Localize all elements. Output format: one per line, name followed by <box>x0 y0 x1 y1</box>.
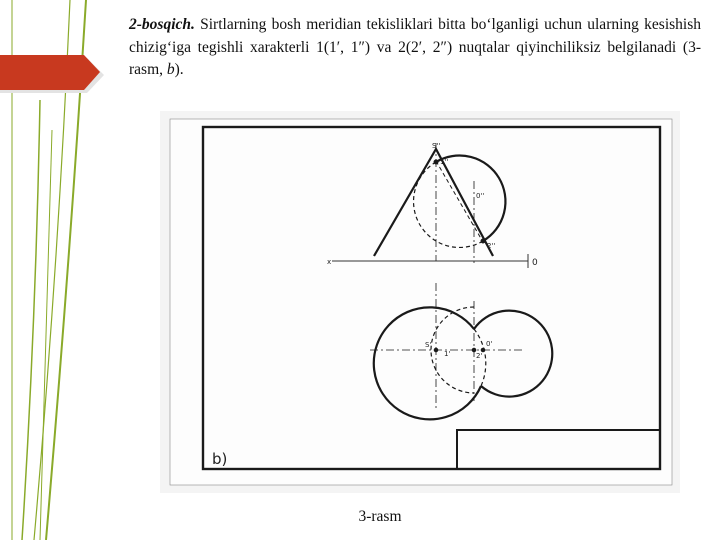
point-1-front <box>434 160 438 164</box>
label-s-front: S'' <box>432 142 441 150</box>
decor-arrow <box>0 55 104 93</box>
label-axis-x: x <box>327 258 332 266</box>
label-1-top: 1' <box>444 350 451 358</box>
point-2-front <box>481 239 485 243</box>
body-text-part1: Sirtlarning bosh meridian tekisliklari bitta bo‘lganligi uchun ularning kesishish chizig‘iga tegishli xarakterli 1(1′, 1″) va 2(2′, 2″) nuqtalar qiyinchiliksiz belgilanadi (3-rasm, <box>129 16 701 78</box>
label-o-front: 0'' <box>476 192 485 200</box>
label-s-top: S' <box>425 341 432 349</box>
label-1-front: 1'' <box>440 158 449 166</box>
label-2-front: 2'' <box>487 242 496 250</box>
body-paragraph <box>129 14 701 82</box>
label-o-top: 0' <box>486 340 493 348</box>
figure-caption: 3-rasm <box>358 508 402 525</box>
label-axis-o: 0 <box>532 258 538 268</box>
point-1-top <box>434 348 438 352</box>
panel-label: b) <box>212 450 228 468</box>
label-2-top: 2' <box>476 352 483 360</box>
step-title: 2-bosqich. <box>129 16 195 33</box>
technical-drawing <box>160 111 680 493</box>
body-text-part2: ). <box>174 61 184 78</box>
figure-ref-letter: b <box>166 61 175 78</box>
